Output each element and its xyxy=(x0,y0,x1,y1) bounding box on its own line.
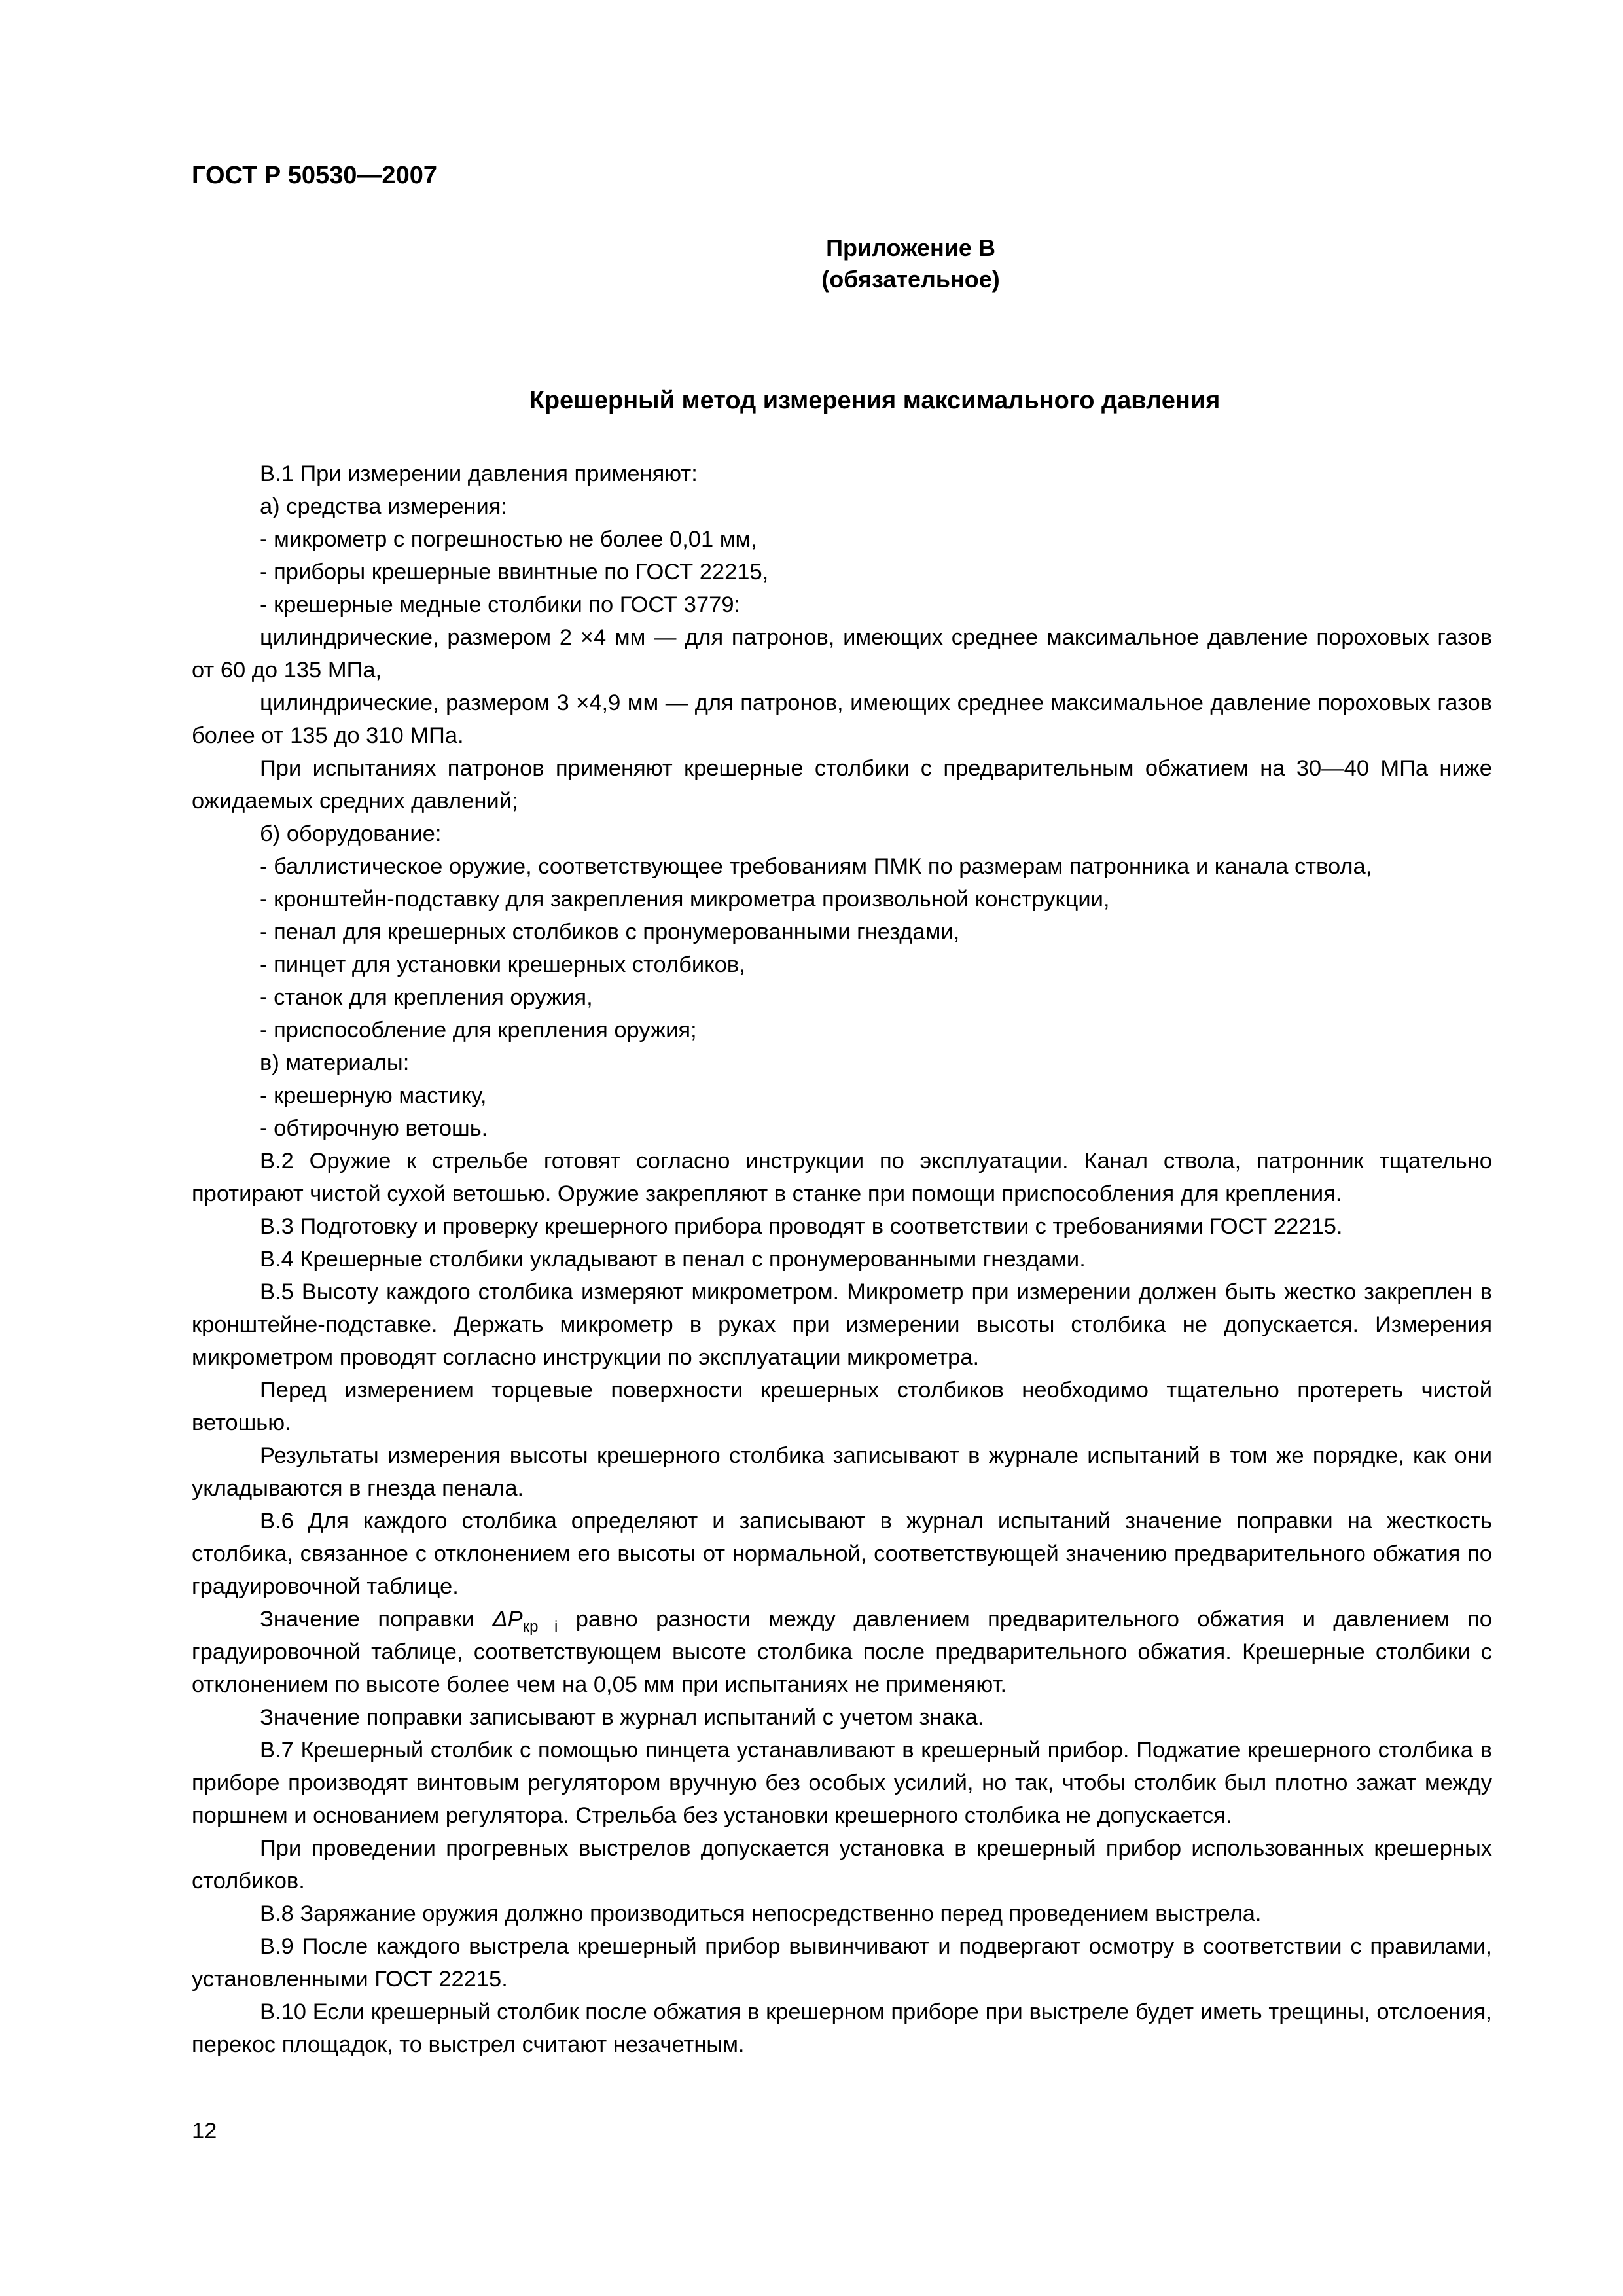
list-item: - обтирочную ветошь. xyxy=(260,1116,488,1141)
paragraph: цилиндрические, размером 3 ×4,9 мм — для патронов, имеющих среднее максимальное давление пороховых газов более от 135 до 310 МПа. xyxy=(192,691,1492,748)
list-item: - микрометр с погрешностью не более 0,01 мм, xyxy=(260,527,757,552)
list-item: - приспособление для крепления оружия; xyxy=(260,1018,697,1043)
list-heading: а) средства измерения: xyxy=(260,494,507,519)
list-item: - кронштейн-подставку для закрепления микрометра произвольной конструкции, xyxy=(260,887,1110,912)
document-code: ГОСТ Р 50530—2007 xyxy=(192,162,437,189)
document-body xyxy=(192,457,1492,2061)
paragraph: В.9 После каждого выстрела крешерный прибор вывинчивают и подвергают осмотру в соответствии с правилами, установленными ГОСТ 22215. xyxy=(192,1934,1492,1992)
formula-symbol: ΔP xyxy=(492,1607,523,1632)
list-item: - крешерную мастику, xyxy=(260,1083,487,1108)
appendix-status: (обязательное) xyxy=(821,266,1000,293)
paragraph: При проведении прогревных выстрелов допускается установка в крешерный прибор использованных крешерных столбиков. xyxy=(192,1836,1492,1893)
paragraph: Перед измерением торцевые поверхности крешерных столбиков необходимо тщательно протереть чистой ветошью. xyxy=(192,1378,1492,1435)
list-item: - крешерные медные столбики по ГОСТ 3779: xyxy=(260,592,741,617)
list-heading: б) оборудование: xyxy=(260,821,442,846)
list-item: - пенал для крешерных столбиков с пронумерованными гнездами, xyxy=(260,920,960,944)
paragraph: В.7 Крешерный столбик с помощью пинцета устанавливают в крешерный прибор. Поджатие крешерного столбика в приборе производят винтовым регулятором вручную без особых усилий, но так, чтобы столбик был плотно зажат между поршнем и основанием регулятора. Стрельба без установки крешерного столбика не допускается. xyxy=(192,1738,1492,1828)
paragraph: В.1 При измерении давления применяют: xyxy=(260,461,698,486)
appendix-heading xyxy=(192,232,1492,295)
list-item: - приборы крешерные ввинтные по ГОСТ 22215, xyxy=(260,560,769,584)
section-title: Крешерный метод измерения максимального давления xyxy=(529,387,1221,414)
paragraph: В.3 Подготовку и проверку крешерного прибора проводят в соответствии с требованиями ГОСТ 22215. xyxy=(260,1214,1343,1239)
list-item: - пинцет для установки крешерных столбиков, xyxy=(260,952,745,977)
paragraph: В.10 Если крешерный столбик после обжатия в крешерном приборе при выстреле будет иметь трещины, отслоения, перекос площадок, то выстрел считают незачетным. xyxy=(192,2000,1492,2057)
paragraph: В.5 Высоту каждого столбика измеряют микрометром. Микрометр при измерении должен быть жестко закреплен в кронштейне-подставке. Держать микрометр в руках при измерении высоты столбика не допускается. Измерения микрометром проводят согласно инструкции по эксплуатации микрометра. xyxy=(192,1280,1492,1370)
paragraph: При испытаниях патронов применяют крешерные столбики с предварительным обжатием на 30—40 МПа ниже ожидаемых средних давлений; xyxy=(192,756,1492,814)
paragraph: В.6 Для каждого столбика определяют и записывают в журнал испытаний значение поправки на жесткость столбика, связанное с отклонением его высоты от нормальной, соответствующей значению предварительного обжатия по градуировочной таблице. xyxy=(192,1509,1492,1599)
paragraph: В.8 Заряжание оружия должно производиться непосредственно перед проведением выстрела. xyxy=(260,1901,1262,1926)
paragraph: В.4 Крешерные столбики укладывают в пенал с пронумерованными гнездами. xyxy=(260,1247,1086,1272)
paragraph: Результаты измерения высоты крешерного столбика записывают в журнале испытаний в том же порядке, как они укладываются в гнезда пенала. xyxy=(192,1443,1492,1501)
list-item: - станок для крепления оружия, xyxy=(260,985,593,1010)
text-run: Значение поправки xyxy=(260,1607,493,1632)
appendix-label: Приложение В xyxy=(826,234,995,261)
paragraph: В.2 Оружие к стрельбе готовят согласно инструкции по эксплуатации. Канал ствола, патронник тщательно протирают чистой сухой ветошью. Оружие закрепляют в станке при помощи приспособления для крепления. xyxy=(192,1149,1492,1206)
paragraph-correction-formula xyxy=(192,1603,1492,1701)
paragraph: цилиндрические, размером 2 ×4 мм — для патронов, имеющих среднее максимальное давление пороховых газов от 60 до 135 МПа, xyxy=(192,625,1492,683)
list-heading: в) материалы: xyxy=(260,1050,410,1075)
list-item: - баллистическое оружие, соответствующее требованиям ПМК по размерам патронника и канала ствола, xyxy=(260,854,1372,879)
paragraph: Значение поправки записывают в журнал испытаний с учетом знака. xyxy=(260,1705,984,1730)
page-number: 12 xyxy=(192,2119,217,2144)
formula-subscript: кр i xyxy=(522,1617,558,1636)
text-run: равно разности между давлением предварительного обжатия и давлением по градуировочной таблице, соответствующем высоте столбика после предварительного обжатия. Крешерные столбики с отклонением по высоте более чем на 0,05 мм при испытаниях не применяют. xyxy=(192,1607,1492,1697)
